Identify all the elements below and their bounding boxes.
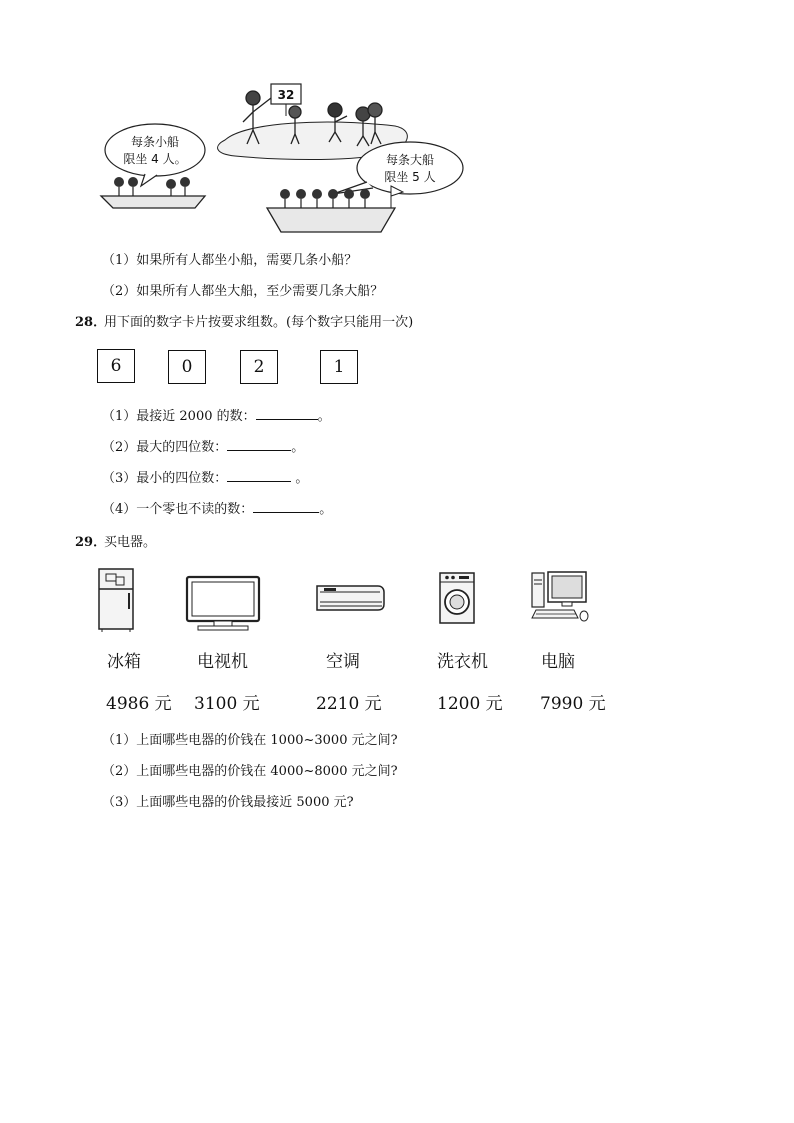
digit-card-4: 1: [320, 350, 358, 384]
small-boat-bubble-line2: 限坐 4 人。: [123, 152, 187, 166]
q28-sub3-end: 。: [291, 471, 309, 486]
price-washing-machine: 1200 元: [437, 694, 503, 714]
washing-machine-icon: [437, 570, 477, 626]
q28-sub2: [102, 436, 304, 455]
answer-blank-1[interactable]: [256, 409, 318, 420]
q29-sub1: （1）上面哪些电器的价钱在 1000~3000 元之间?: [102, 733, 398, 748]
big-boat-bubble-line1: 每条大船: [385, 153, 435, 167]
fridge-icon: [96, 565, 138, 633]
q27-sub2: （2）如果所有人都坐大船，至少需要几条大船？: [102, 284, 384, 299]
big-boat-bubble-line2: 限坐 5 人: [384, 170, 436, 184]
q28-title: 用下面的数字卡片按要求组数。(每个数字只能用一次): [104, 315, 414, 330]
price-fridge: 4986 元: [106, 694, 172, 714]
air-conditioner-icon: [314, 580, 386, 614]
appliance-name-computer: 电脑: [541, 652, 575, 672]
q28-sub3: [102, 467, 308, 486]
q28-sub1: [102, 405, 331, 424]
q28-sub2-text: （2）最大的四位数：: [102, 440, 228, 455]
sign-number: 32: [277, 88, 295, 102]
q29-number: 29．: [75, 535, 107, 550]
price-tv: 3100 元: [194, 694, 260, 714]
boat-illustration: [95, 82, 475, 240]
q29-sub2: （2）上面哪些电器的价钱在 4000~8000 元之间?: [102, 764, 398, 779]
digit-card-1: 6: [97, 349, 135, 383]
q28-sub4-text: （4）一个零也不读的数：: [102, 502, 254, 517]
appliance-name-tv: 电视机: [197, 652, 248, 672]
price-air-conditioner: 2210 元: [316, 694, 382, 714]
digit-card-2: 0: [168, 350, 206, 384]
appliance-name-washing-machine: 洗衣机: [437, 652, 488, 672]
q28-sub4: [102, 498, 332, 517]
q28-sub4-end: 。: [319, 502, 333, 517]
small-boat-bubble-line1: 每条小船: [130, 135, 180, 149]
tv-icon: [184, 574, 262, 632]
q27-sub1: （1）如果所有人都坐小船，需要几条小船？: [102, 253, 358, 268]
digit-card-3: 2: [240, 350, 278, 384]
appliance-name-air-conditioner: 空调: [326, 652, 360, 672]
appliance-name-fridge: 冰箱: [107, 652, 141, 672]
q29-sub3: （3）上面哪些电器的价钱最接近 5000 元?: [102, 795, 354, 810]
q28-sub3-text: （3）最小的四位数：: [102, 471, 228, 486]
answer-blank-3[interactable]: [227, 471, 291, 482]
q29-title: 买电器。: [104, 535, 157, 550]
computer-icon: [530, 570, 592, 624]
q28-sub1-text: （1）最接近 2000 的数：: [102, 409, 256, 424]
q28-number: 28．: [75, 315, 107, 330]
answer-blank-2[interactable]: [227, 440, 291, 451]
answer-blank-4[interactable]: [253, 502, 319, 513]
price-computer: 7990 元: [540, 694, 606, 714]
q28-sub1-end: 。: [317, 409, 331, 424]
q28-sub2-end: 。: [291, 440, 305, 455]
